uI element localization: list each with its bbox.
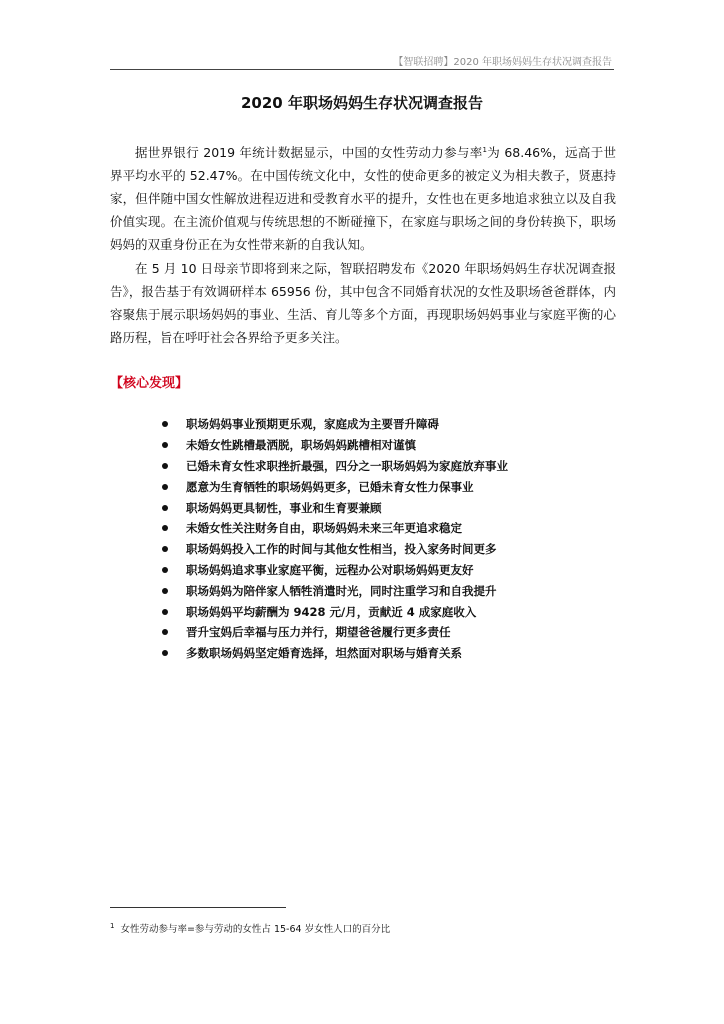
finding-item: [162, 643, 508, 664]
finding-item: [162, 518, 508, 539]
footnote-mark: 1: [110, 921, 115, 930]
footnote-text: 女性劳动参与率=参与劳动的女性占 15-64 岁女性人口的百分比: [120, 924, 391, 935]
finding-text: 职场妈妈更具韧性，事业和生育要兼顾: [186, 500, 382, 515]
finding-text: 愿意为生育牺牲的职场妈妈更多，已婚未育女性力保事业: [186, 479, 474, 494]
finding-item: [162, 580, 508, 601]
section-heading: 【核心发现】: [110, 376, 189, 391]
finding-text: 未婚女性关注财务自由，职场妈妈未来三年更追求稳定: [186, 521, 462, 536]
intro-paragraph: [110, 141, 616, 256]
bullet-icon: [162, 484, 168, 490]
finding-item: [162, 476, 508, 497]
footnote: [110, 921, 390, 935]
bullet-icon: [162, 588, 168, 594]
finding-item: [162, 435, 508, 456]
bullet-icon: [162, 421, 168, 427]
header-divider: [110, 69, 614, 70]
bullet-icon: [162, 629, 168, 635]
finding-item: [162, 539, 508, 560]
bullet-icon: [162, 609, 168, 615]
finding-text: 职场妈妈为陪伴家人牺牲消遣时光，同时注重学习和自我提升: [186, 583, 497, 598]
finding-text: 未婚女性跳槽最洒脱，职场妈妈跳槽相对谨慎: [186, 438, 416, 453]
finding-text: 职场妈妈追求事业家庭平衡，远程办公对职场妈妈更友好: [186, 562, 474, 577]
finding-item: [162, 414, 508, 435]
finding-item: [162, 497, 508, 518]
running-header: 【智联招聘】2020 年职场妈妈生存状况调查报告: [393, 57, 612, 68]
finding-text: 职场妈妈事业预期更乐观，家庭成为主要晋升障碍: [186, 417, 439, 432]
bullet-icon: [162, 505, 168, 511]
intro-text-part2: 为 68.46%，远高于世界平均水平的 52.47%。在中国传统文化中，女性的使命更多的被定义为相夫教子，贤惠持家，但伴随中国女性解放进程迈进和受教育水平的提升，女性也在更多地追求独立以及自我价值实现。在主流价值观与传统思想的不断碰撞下，在家庭与职场之间的身份转换下，职场妈妈的双重身份正在为女性带来新的自我认知。: [110, 145, 617, 252]
finding-item: [162, 456, 508, 477]
finding-text: 晋升宝妈后幸福与压力并行，期望爸爸履行更多责任: [186, 625, 451, 640]
finding-item: [162, 560, 508, 581]
bullet-icon: [162, 650, 168, 656]
bullet-icon: [162, 567, 168, 573]
finding-item: [162, 622, 508, 643]
bullet-icon: [162, 525, 168, 531]
intro-text-part1: 据世界银行 2019 年统计数据显示，中国的女性劳动力参与率: [135, 145, 483, 160]
finding-text: 多数职场妈妈坚定婚育选择，坦然面对职场与婚育关系: [186, 646, 462, 661]
bullet-icon: [162, 546, 168, 552]
document-title: 2020 年职场妈妈生存状况调查报告: [241, 94, 483, 112]
footnote-divider: [110, 907, 286, 908]
findings-list: [162, 414, 508, 664]
finding-text: 职场妈妈平均薪酬为 9428 元/月，贡献近 4 成家庭收入: [186, 604, 477, 619]
finding-text: 已婚未育女性求职挫折最强，四分之一职场妈妈为家庭放弃事业: [186, 458, 508, 473]
finding-item: [162, 601, 508, 622]
bullet-icon: [162, 442, 168, 448]
report-paragraph: 在 5 月 10 日母亲节即将到来之际，智联招聘发布《2020 年职场妈妈生存状况调查报告》，报告基于有效调研样本 65956 份，其中包含不同婚育状况的女性及职场爸爸群体，内容聚焦于展示职场妈妈的事业、生活、育儿等多个方面，再现职场妈妈事业与家庭平衡的心路历程，旨在呼吁社会各界给予更多关注。: [110, 261, 616, 345]
bullet-icon: [162, 463, 168, 469]
finding-text: 职场妈妈投入工作的时间与其他女性相当，投入家务时间更多: [186, 542, 497, 557]
footnote-reference[interactable]: 1: [482, 145, 487, 154]
